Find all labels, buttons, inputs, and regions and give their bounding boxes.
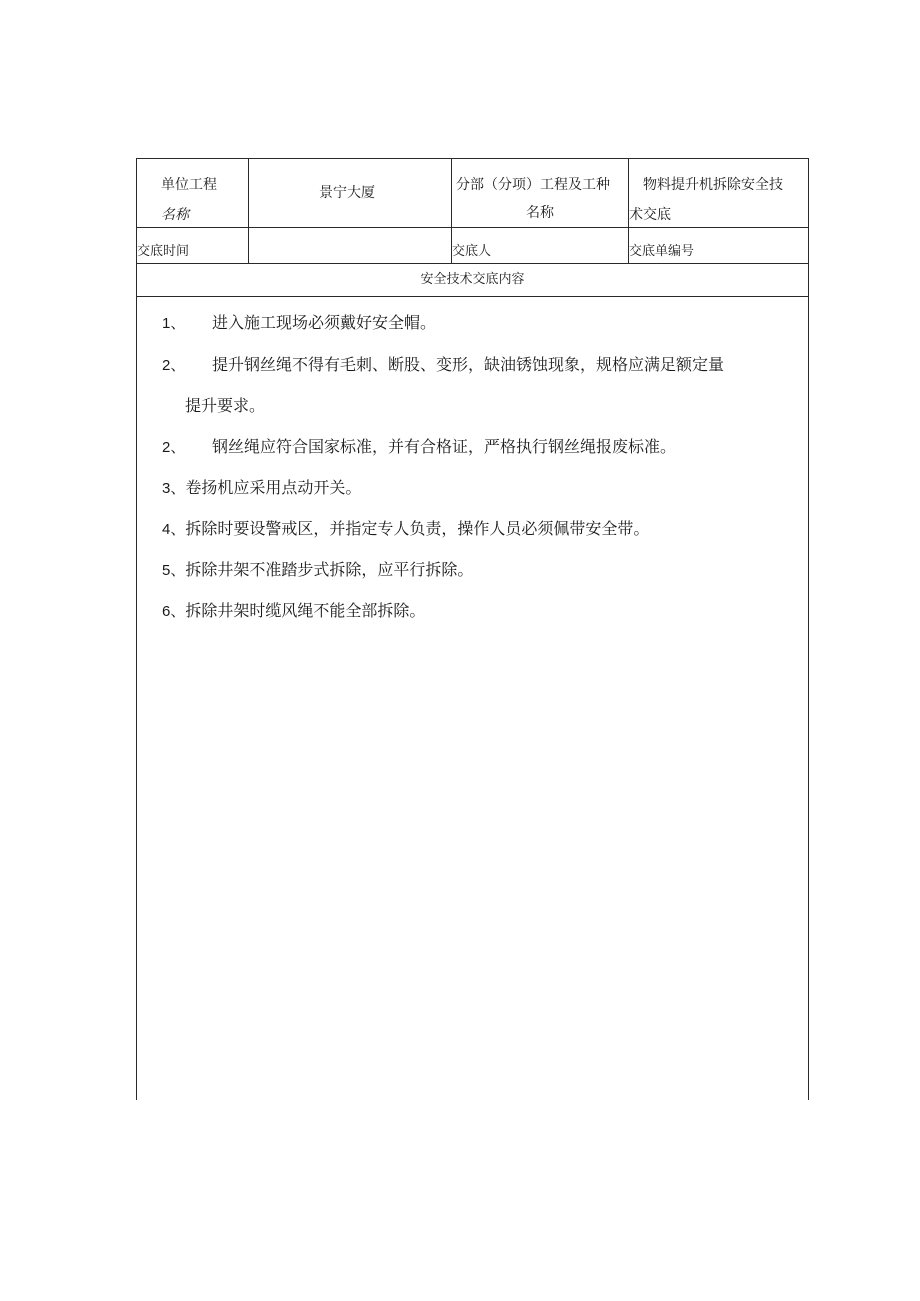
- sub-project-label-line1: 分部（分项）工程及工种: [456, 177, 610, 193]
- sub-project-label-cell: [451, 159, 628, 227]
- unit-project-label-cell: [137, 159, 248, 227]
- list-item: [162, 599, 425, 624]
- header-row-project: [137, 159, 808, 228]
- item-number: 1、: [162, 315, 186, 332]
- list-item: [162, 476, 361, 501]
- item-text: 进入施工现场必须戴好安全帽。: [212, 313, 437, 332]
- item-text: 拆除时要设警戒区，并指定专人负责，操作人员必须佩带安全带。: [185, 519, 650, 538]
- item-number: 3、: [162, 480, 186, 497]
- unit-project-label-line1: 单位工程: [161, 177, 217, 193]
- list-item: [162, 311, 436, 336]
- list-item: [162, 517, 649, 542]
- item-text: 提升钢丝绳不得有毛刺、断股、变形，缺油锈蚀现象，规格应满足额定量: [212, 355, 725, 374]
- item-text: 拆除井架时缆风绳不能全部拆除。: [185, 601, 426, 620]
- unit-project-value: 景宁大厦: [319, 185, 375, 201]
- header-row-disclosure: [137, 228, 808, 264]
- disclosure-person-label-cell: [451, 228, 628, 263]
- item-number: 2、: [162, 439, 186, 456]
- list-item: [162, 435, 676, 460]
- content-title-row: [137, 264, 808, 297]
- sub-project-value-cell: [628, 159, 808, 227]
- list-item: [162, 353, 724, 378]
- item-number: 5、: [162, 562, 186, 579]
- safety-disclosure-form: [136, 158, 809, 1100]
- item-text: 拆除井架不准踏步式拆除，应平行拆除。: [185, 560, 474, 579]
- content-title: 安全技术交底内容: [420, 272, 525, 287]
- disclosure-time-value-cell: [248, 228, 451, 263]
- disclosure-content: [137, 297, 808, 1100]
- item-number: 2、: [162, 357, 186, 374]
- sub-project-label-line2: 名称: [526, 205, 554, 221]
- disclosure-time-label: 交底时间: [137, 244, 190, 259]
- sub-project-value-line2: 术交底: [629, 207, 671, 223]
- disclosure-number-label: 交底单编号: [629, 244, 695, 259]
- list-item: [162, 558, 473, 583]
- item-number: 6、: [162, 603, 186, 620]
- item-text: 钢丝绳应符合国家标准，并有合格证，严格执行钢丝绳报废标准。: [212, 437, 677, 456]
- unit-project-value-cell: [248, 159, 451, 227]
- list-item: [185, 394, 265, 418]
- disclosure-time-label-cell: [137, 228, 248, 263]
- disclosure-number-label-cell: [628, 228, 808, 263]
- item-number: 4、: [162, 521, 186, 538]
- item-text: 提升要求。: [185, 396, 266, 415]
- disclosure-person-label: 交底人: [452, 244, 492, 259]
- sub-project-value-line1: 物料提升机拆除安全技: [643, 177, 783, 193]
- item-text: 卷扬机应采用点动开关。: [185, 478, 362, 497]
- unit-project-label-line2: 名称: [161, 207, 189, 223]
